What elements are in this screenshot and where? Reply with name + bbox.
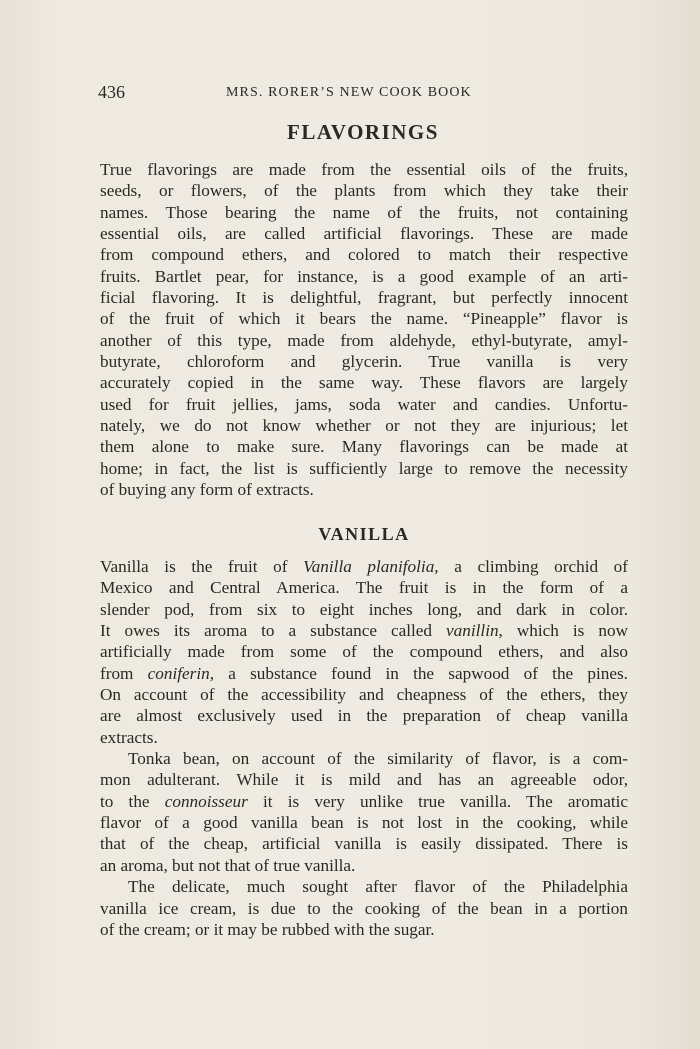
text-line: home; in fact, the list is sufficiently large to remove the necessity: [100, 458, 628, 478]
text-line: names. Those bearing the name of the fruits, not containing: [100, 202, 628, 222]
text-line: It owes its aroma to a substance called vanillin, which is now: [100, 621, 628, 641]
text-line: fruits. Bartlet pear, for instance, is a good example of an arti-: [100, 266, 628, 286]
text-line: of buying any form of extracts.: [100, 480, 314, 500]
text-line: them alone to make sure. Many flavorings can be made at: [100, 437, 628, 457]
text-line: to the connoisseur it is very unlike true vanilla. The aromatic: [100, 791, 628, 811]
text-line: vanilla ice cream, is due to the cooking of the bean in a portion: [100, 898, 628, 918]
book-title: MRS. RORER’S NEW COOK BOOK: [226, 85, 472, 100]
flavorings-paragraph: [100, 159, 628, 501]
vanilla-paragraphs: [100, 556, 628, 940]
text-line: accurately copied in the same way. These flavors are largely: [100, 373, 628, 393]
text-line: used for fruit jellies, jams, soda water and candies. Unfortu-: [100, 394, 628, 414]
text-line: Mexico and Central America. The fruit is in the form of a: [100, 578, 628, 598]
text-line: butyrate, chloroform and glycerin. True vanilla is very: [100, 352, 628, 372]
text-line: mon adulterant. While it is mild and has an agreeable odor,: [100, 770, 628, 790]
text-line: of the cream; or it may be rubbed with the sugar.: [100, 919, 435, 939]
text-line: The delicate, much sought after flavor of the Philadelphia: [128, 877, 628, 897]
text-line: essential oils, are called artificial flavorings. These are made: [100, 224, 628, 244]
text-line: True flavorings are made from the essential oils of the fruits,: [100, 160, 628, 179]
text-line: artificially made from some of the compound ethers, and also: [100, 642, 628, 662]
section-heading-vanilla: VANILLA: [318, 524, 410, 544]
text-line: extracts.: [100, 727, 158, 747]
page-number: 436: [98, 82, 125, 102]
text-line: that of the cheap, artificial vanilla is easily dissipated. There is: [100, 834, 628, 854]
text-line: slender pod, from six to eight inches long, and dark in color.: [100, 599, 628, 619]
text-line: On account of the accessibility and cheapness of the ethers, they: [100, 685, 628, 705]
text-line: ficial flavoring. It is delightful, fragrant, but perfectly innocent: [100, 288, 628, 308]
text-line: an aroma, but not that of true vanilla.: [100, 855, 356, 875]
text-line: are almost exclusively used in the preparation of cheap vanilla: [100, 706, 628, 726]
text-line: nately, we do not know whether or not they are injurious; let: [100, 416, 628, 436]
text-line: from compound ethers, and colored to match their respective: [100, 245, 628, 265]
section-heading-flavorings: FLAVORINGS: [287, 120, 439, 144]
running-head: [98, 82, 628, 106]
text-line: flavor of a good vanilla bean is not lost in the cooking, while: [100, 813, 628, 833]
text-line: Vanilla is the fruit of Vanilla planifolia, a climbing orchid of: [100, 557, 629, 576]
text-line: from coniferin, a substance found in the sapwood of the pines.: [100, 663, 628, 683]
text-line: another of this type, made from aldehyde, ethyl-butyrate, amyl-: [100, 330, 628, 350]
text-line: of the fruit of which it bears the name. “Pineapple” flavor is: [100, 309, 628, 329]
text-line: seeds, or flowers, of the plants from which they take their: [100, 181, 628, 201]
text-line: Tonka bean, on account of the similarity of flavor, is a com-: [128, 749, 628, 769]
